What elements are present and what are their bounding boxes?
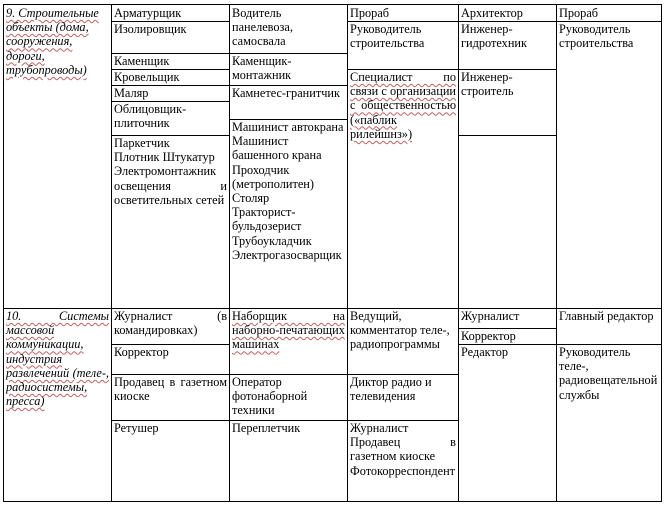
table-cell: Редактор	[461, 345, 509, 359]
row-separator	[556, 21, 661, 22]
row-separator	[229, 420, 347, 421]
table-cell: Руководитель теле-, радиовещательной службы	[559, 345, 658, 402]
table-border	[3, 4, 4, 502]
row-separator	[111, 374, 229, 375]
column-separator	[229, 4, 230, 502]
table-cell: Журналист	[461, 309, 520, 323]
table-cell: Прораб	[559, 6, 599, 20]
table-cell: Руководитель строительства	[559, 22, 634, 51]
row-separator	[347, 420, 458, 421]
category-cell: 10. Системы массовой коммуникации, индустрия развлечений (теле-, радиосистемы, пресса)	[6, 309, 109, 409]
table-cell: Арматурщик	[114, 6, 182, 20]
table-cell: Архитектор	[461, 6, 523, 20]
category-cell: 9. Строительные объекты (дома, сооружения, дороги, трубопроводы)	[6, 6, 99, 77]
table-cell: Диктор радио и телевидения	[350, 375, 432, 404]
row-separator	[229, 53, 347, 54]
table-cell: Кровельщик	[114, 70, 180, 84]
row-separator	[347, 374, 458, 375]
table-cell: Корректор	[114, 345, 169, 359]
column-separator	[458, 4, 459, 502]
table-cell: Журналист (в командировках)	[114, 309, 227, 338]
row-separator	[556, 344, 661, 345]
table-cell: Журналист Продавец в газетном киоске Фотокорреспондент	[350, 421, 456, 478]
row-separator	[111, 135, 229, 136]
table-cell: Изолировщик	[114, 22, 187, 36]
row-separator	[458, 21, 556, 22]
column-separator	[111, 4, 112, 502]
row-separator	[111, 85, 229, 86]
column-separator	[556, 4, 557, 502]
row-separator	[458, 69, 556, 70]
table-cell: Камнетес-гранитчик	[232, 86, 340, 100]
column-separator	[347, 4, 348, 502]
table-cell: Продавец в газетном киоске	[114, 375, 227, 404]
row-separator	[347, 21, 458, 22]
table-cell: Инженер-гидротехник	[461, 22, 527, 51]
row-separator	[458, 328, 556, 329]
table-cell: Наборщик на наборно-печатающих машинах	[232, 309, 345, 352]
row-separator	[111, 420, 229, 421]
table-cell: Главный редактор	[559, 309, 654, 323]
row-separator	[347, 69, 458, 70]
table-cell: Корректор	[461, 329, 516, 343]
table-border	[3, 501, 662, 502]
row-separator	[111, 53, 229, 54]
table-border	[661, 4, 662, 502]
table-cell: Каменщик-монтажник	[232, 54, 292, 83]
table-cell: Прораб	[350, 6, 390, 20]
row-separator	[458, 344, 556, 345]
row-separator	[111, 344, 229, 345]
table-cell: Машинист автокрана Машинист башенного крана Проходчик (метрополитен) Столяр Тракторист-бульдозерист Трубоукладчик Электрогазосварщик	[232, 120, 344, 262]
row-separator	[458, 135, 556, 136]
table-cell: Каменщик	[114, 54, 170, 68]
table-cell: Руководитель строительства	[350, 22, 425, 51]
table-cell: Маляр	[114, 86, 149, 100]
row-separator	[3, 308, 662, 309]
table-cell: Водитель панелевоза, самосвала	[232, 6, 293, 49]
table-cell: Паркетчик Плотник Штукатур Электромонтажник освещения и осветительных сетей	[114, 136, 227, 207]
row-separator	[229, 374, 347, 375]
table-cell: Специалист по связи с организации с общественностью («паблик рилейшнз»)	[350, 70, 456, 141]
table-cell: Инженер-строитель	[461, 70, 514, 99]
table-cell: Ретушер	[114, 421, 159, 435]
table-cell: Ведущий, комментатор теле-, радиопрограммы	[350, 309, 450, 352]
row-separator	[229, 85, 347, 86]
table-border	[3, 4, 662, 5]
row-separator	[111, 101, 229, 102]
row-separator	[111, 21, 229, 22]
table-cell: Облицовщик-плиточник	[114, 102, 187, 131]
table-cell: Оператор фотонаборной техники	[232, 375, 308, 418]
row-separator	[111, 69, 229, 70]
row-separator	[229, 119, 347, 120]
table-cell: Переплетчик	[232, 421, 301, 435]
